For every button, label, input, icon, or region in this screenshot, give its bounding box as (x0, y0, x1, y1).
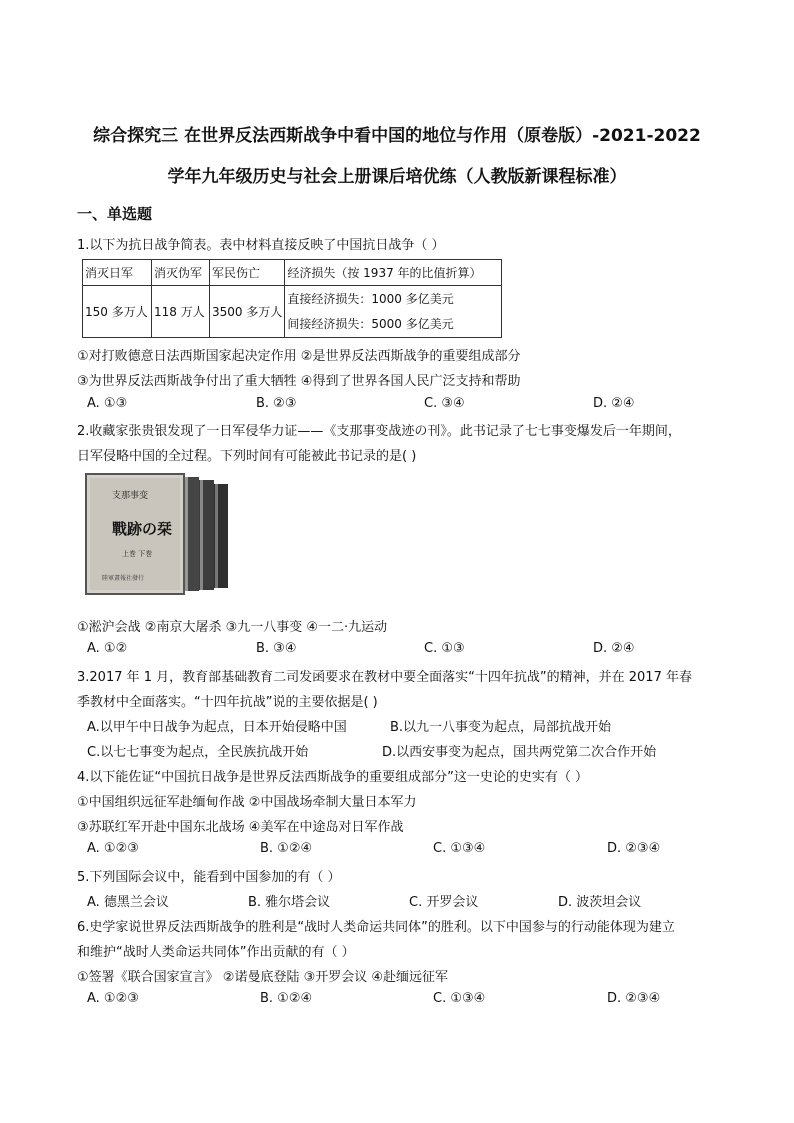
q3-option-a[interactable]: A.以甲午中日战争为起点，日本开始侵略中国 (87, 720, 347, 735)
q3-option-d[interactable]: D.以西安事变为起点，国共两党第二次合作开始 (382, 745, 657, 760)
table-row (83, 286, 502, 338)
q5-option-a[interactable]: A. 德黑兰会议 (87, 895, 169, 910)
book-text-side: 上巻 下巻 (122, 550, 153, 558)
q3-option-b[interactable]: B.以九一八事变为起点，局部抗战开始 (390, 720, 612, 735)
q4-items-line-1: ①中国组织远征军赴缅甸作战 ②中国战场牵制大量日本军力 (77, 795, 417, 810)
q2-stem-line-1: 2.收藏家张贵银发现了一日军侵华力证——《支那事变战迹の刊》。此书记录了七七事变爆发后一年期间， (77, 424, 681, 439)
q1-items-line-2: ③为世界反法西斯战争付出了重大牺牲 ④得到了世界各国人民广泛支持和帮助 (77, 374, 521, 389)
q2-stem-line-2: 日军侵略中国的全过程。下列时间有可能被此书记录的是( ) (77, 449, 417, 464)
q1-option-c[interactable]: C. ③④ (424, 396, 465, 411)
q2-option-d[interactable]: D. ②④ (593, 641, 635, 656)
section-heading: 一、单选题 (77, 205, 153, 223)
document-title-line-2: 学年九年级历史与社会上册课后培优练（人教版新课程标准） (167, 167, 627, 187)
direct-loss: 直接经济损失：1000 多亿美元 (287, 291, 454, 306)
q5-option-c[interactable]: C. 开罗会议 (409, 895, 479, 910)
q1-option-d[interactable]: D. ②④ (593, 396, 635, 411)
q6-option-c[interactable]: C. ①③④ (433, 991, 486, 1006)
q6-option-b[interactable]: B. ①②④ (260, 991, 313, 1006)
q4-option-d[interactable]: D. ②③④ (607, 841, 661, 856)
q4-option-c[interactable]: C. ①③④ (433, 841, 486, 856)
q2-option-b[interactable]: B. ③④ (256, 641, 297, 656)
table-header-row (83, 260, 502, 286)
q4-option-b[interactable]: B. ①②④ (260, 841, 313, 856)
q5-option-b[interactable]: B. 雅尔塔会议 (248, 895, 331, 910)
q1-stem: 1.以下为抗日战争简表。表中材料直接反映了中国抗日战争（ ） (77, 238, 445, 253)
q3-option-c[interactable]: C.以七七事变为起点，全民族抗战开始 (87, 745, 309, 760)
q6-stem-line-1: 6.史学家说世界反法西斯战争的胜利是“战时人类命运共同体”的胜利。以下中国参与的行动能体现为建立 (77, 920, 675, 935)
book-text-top: 支那事变 (112, 491, 149, 501)
q4-items-line-2: ③苏联红军开赴中国东北战场 ④美军在中途岛对日军作战 (77, 820, 404, 835)
q5-stem: 5.下列国际会议中，能看到中国参加的有（ ） (77, 870, 341, 885)
q2-items: ①淞沪会战 ②南京大屠杀 ③九一八事变 ④一二·九运动 (77, 620, 388, 635)
q5-option-d[interactable]: D. 波茨坦会议 (558, 895, 642, 910)
table-header-cell: 军民伤亡 (210, 260, 285, 286)
q1-table (82, 259, 502, 338)
q1-items-line-1: ①对打败德意日法西斯国家起决定作用 ②是世界反法西斯战争的重要组成部分 (77, 349, 521, 364)
q6-stem-line-2: 和维护“战时人类命运共同体”作出贡献的有（ ） (77, 945, 355, 960)
q4-stem: 4.以下能佐证“中国抗日战争是世界反法西斯战争的重要组成部分”这一史论的史实有（ ） (77, 770, 589, 785)
book-photo (82, 472, 242, 597)
q3-stem-line-1: 3.2017 年 1 月，教育部基础教育二司发函要求在教材中要全面落实“十四年抗战”的精神，并在 2017 年春 (77, 670, 692, 685)
table-cell-economic-loss (285, 286, 502, 338)
q6-option-d[interactable]: D. ②③④ (607, 991, 661, 1006)
table-header-cell: 消灭伪军 (152, 260, 210, 286)
document-title-line-1: 综合探究三 在世界反法西斯战争中看中国的地位与作用（原卷版）-2021-2022 (93, 126, 701, 146)
table-header-cell: 经济损失（按 1937 年的比值折算） (285, 260, 502, 286)
table-cell: 3500 多万人 (210, 286, 285, 338)
q3-stem-line-2: 季教材中全面落实。“十四年抗战”说的主要依据是( ) (77, 695, 378, 710)
book-text-main: 戰跡の栞 (112, 520, 173, 538)
table-cell: 150 多万人 (83, 286, 152, 338)
q6-items: ①签署《联合国家宣言》 ②诺曼底登陆 ③开罗会议 ④赴缅远征军 (77, 970, 449, 985)
q1-option-b[interactable]: B. ②③ (256, 396, 297, 411)
q1-option-a[interactable]: A. ①③ (87, 396, 128, 411)
q6-option-a[interactable]: A. ①②③ (87, 991, 139, 1006)
q2-option-c[interactable]: C. ①③ (424, 641, 465, 656)
indirect-loss: 间接经济损失：5000 多亿美元 (287, 316, 454, 331)
q2-option-a[interactable]: A. ①② (87, 641, 128, 656)
table-cell: 118 万人 (152, 286, 210, 338)
q4-option-a[interactable]: A. ①②③ (87, 841, 139, 856)
table-header-cell: 消灭日军 (83, 260, 152, 286)
book-text-bottom: 陸軍畫報社發行 (102, 575, 145, 582)
